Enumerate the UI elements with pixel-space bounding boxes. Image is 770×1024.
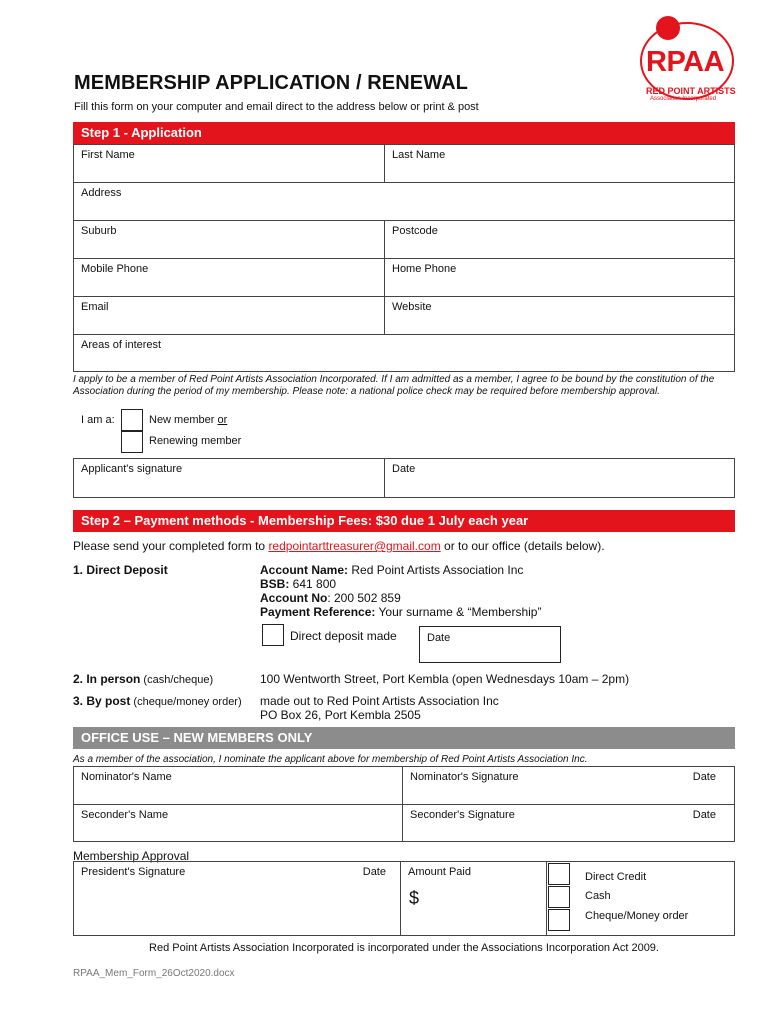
renewing-member-label: Renewing member xyxy=(149,435,242,447)
home-phone-field[interactable] xyxy=(385,259,734,297)
logo-brand: RPAA xyxy=(646,46,725,78)
nomination-text: As a member of the association, I nominate the applicant above for membership of Red Point Artists Association Inc. xyxy=(73,754,588,765)
seconder-signature-label: Seconder's Signature xyxy=(410,809,515,821)
president-signature-label: President's Signature xyxy=(81,866,186,878)
nominator-signature-field[interactable] xyxy=(403,767,734,805)
first-name-label: First Name xyxy=(81,149,135,161)
postcode-field[interactable] xyxy=(385,221,734,259)
seconder-signature-field[interactable] xyxy=(403,805,734,841)
page-title: MEMBERSHIP APPLICATION / RENEWAL xyxy=(74,72,468,94)
deposit-date-field[interactable] xyxy=(419,626,561,663)
suburb-label: Suburb xyxy=(81,225,117,237)
deposit-date-label: Date xyxy=(427,632,451,644)
applicant-signature-label: Applicant's signature xyxy=(81,463,183,475)
nominator-date-label: Date xyxy=(692,771,716,783)
areas-of-interest-field[interactable] xyxy=(74,335,734,371)
nominator-name-field[interactable] xyxy=(74,767,403,805)
new-member-label: New member or xyxy=(149,414,228,426)
email-field[interactable] xyxy=(74,297,385,335)
office-use-heading: OFFICE USE – NEW MEMBERS ONLY xyxy=(73,727,735,749)
seconder-date-label: Date xyxy=(692,809,716,821)
mobile-phone-label: Mobile Phone xyxy=(81,263,149,275)
document-filename: RPAA_Mem_Form_26Oct2020.docx xyxy=(73,968,235,979)
bank-details: Account Name: Red Point Artists Association Inc BSB: 641 800 Account No: 200 502 859 Payment Reference: Your surname & “Membership” xyxy=(260,563,542,619)
seconder-name-label: Seconder's Name xyxy=(81,809,169,821)
page-subtitle: Fill this form on your computer and email direct to the address below or print & post xyxy=(74,101,479,113)
renewing-member-checkbox[interactable] xyxy=(121,431,143,453)
website-label: Website xyxy=(392,301,432,313)
in-person-heading: 2. In person (cash/cheque) xyxy=(73,672,214,686)
logo-red-dot xyxy=(656,16,680,40)
step2-heading: Step 2 – Payment methods - Membership Fees: $30 due 1 July each year xyxy=(73,510,735,532)
signature-grid xyxy=(73,458,735,498)
applicant-signature-field[interactable] xyxy=(74,459,385,497)
president-date-label: Date xyxy=(362,866,386,878)
logo-name: RED POINT ARTISTS xyxy=(646,86,736,96)
last-name-label: Last Name xyxy=(392,149,446,161)
home-phone-label: Home Phone xyxy=(392,263,457,275)
last-name-field[interactable] xyxy=(385,145,734,183)
nomination-grid xyxy=(73,766,735,842)
applicant-date-label: Date xyxy=(392,463,416,475)
direct-credit-checkbox[interactable] xyxy=(548,863,570,885)
president-signature-field[interactable] xyxy=(74,862,401,935)
payment-intro: Please send your completed form to redpointarttreasurer@gmail.com or to our office (details below). xyxy=(73,539,605,553)
treasurer-email-link[interactable]: redpointarttreasurer@gmail.com xyxy=(268,539,441,553)
first-name-field[interactable] xyxy=(74,145,385,183)
website-field[interactable] xyxy=(385,297,734,335)
nominator-signature-label: Nominator's Signature xyxy=(410,771,519,783)
application-grid xyxy=(73,144,735,372)
cheque-checkbox[interactable] xyxy=(548,909,570,931)
direct-deposit-heading: 1. Direct Deposit xyxy=(73,563,168,577)
dollar-sign: $ xyxy=(409,888,420,908)
mobile-phone-field[interactable] xyxy=(74,259,385,297)
amount-paid-label: Amount Paid xyxy=(408,866,471,878)
address-field[interactable] xyxy=(74,183,734,221)
cash-label: Cash xyxy=(585,890,611,902)
amount-paid-field[interactable] xyxy=(401,862,547,935)
incorporation-notice: Red Point Artists Association Incorporated is incorporated under the Associations Incorporation Act 2009. xyxy=(149,942,659,954)
direct-credit-label: Direct Credit xyxy=(585,871,647,883)
cash-checkbox[interactable] xyxy=(548,886,570,908)
i-am-label: I am a: xyxy=(81,414,115,426)
new-member-checkbox[interactable] xyxy=(121,409,143,431)
in-person-details: 100 Wentworth Street, Port Kembla (open Wednesdays 10am – 2pm) xyxy=(260,672,630,686)
rpaa-logo xyxy=(636,16,740,106)
logo-subname: Association Incorporated xyxy=(650,96,717,102)
postcode-label: Postcode xyxy=(392,225,438,237)
by-post-details: made out to Red Point Artists Association Inc PO Box 26, Port Kembla 2505 xyxy=(260,694,499,722)
deposit-made-label: Direct deposit made xyxy=(290,629,397,643)
step1-heading: Step 1 - Application xyxy=(73,122,735,144)
seconder-name-field[interactable] xyxy=(74,805,403,841)
deposit-made-checkbox[interactable] xyxy=(262,624,284,646)
membership-approval-label: Membership Approval xyxy=(73,849,190,863)
applicant-date-field[interactable] xyxy=(385,459,734,497)
areas-of-interest-label: Areas of interest xyxy=(81,339,162,351)
email-label: Email xyxy=(81,301,109,313)
suburb-field[interactable] xyxy=(74,221,385,259)
cheque-label: Cheque/Money order xyxy=(585,910,689,922)
by-post-heading: 3. By post (cheque/money order) xyxy=(73,694,242,708)
address-label: Address xyxy=(81,187,122,199)
nominator-name-label: Nominator's Name xyxy=(81,771,172,783)
declaration-text: I apply to be a member of Red Point Artists Association Incorporated. If I am admitted as a member, I agree to be bound by the constitution of the Association during the period of my membership. Please note: a national police check may be required before membership approval. xyxy=(73,374,715,397)
